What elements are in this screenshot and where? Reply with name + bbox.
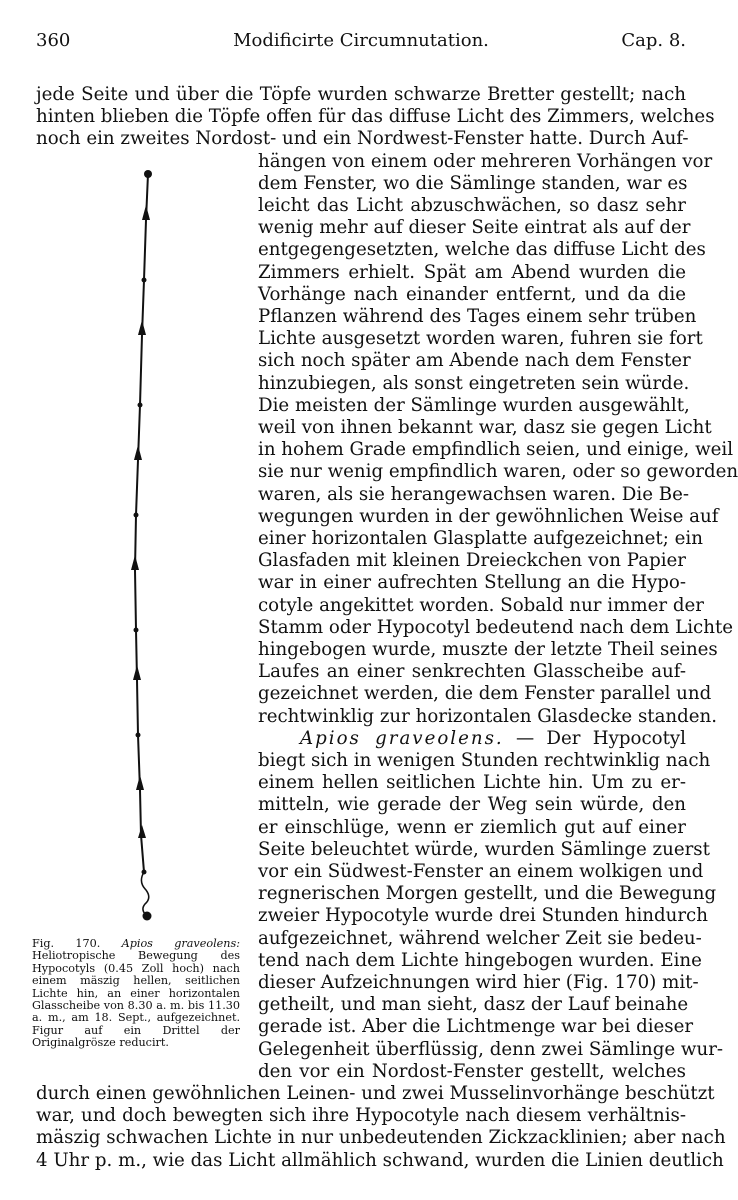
text-line: hinten blieben die Töpfe offen für das diffuse Licht des Zimmers, welches	[36, 106, 715, 128]
text-line	[300, 728, 686, 750]
text-line: den vor ein Nordost-Fenster gestellt, welches	[258, 1060, 686, 1082]
text-line: zweier Hypocotyle wurde drei Stunden hindurch	[258, 905, 708, 927]
figure-caption	[32, 938, 240, 1050]
text-line: Seite beleuchtet würde, wurden Sämlinge zuerst	[258, 838, 710, 860]
direction-arrow	[136, 775, 144, 790]
direction-arrow	[138, 320, 146, 335]
text-line: Zimmers erhielt. Spät am Abend wurden die	[258, 261, 686, 283]
text-line: hinzubiegen, als sonst eingetreten sein würde.	[258, 372, 690, 394]
direction-arrow	[133, 665, 141, 680]
text-line: Glasfaden mit kleinen Dreieckchen von Papier	[258, 550, 686, 572]
text-line: war in einer aufrechten Stellung an die Hypo-	[258, 572, 686, 594]
text-line: Lichte ausgesetzt worden waren, fuhren sie fort	[258, 328, 703, 350]
running-header	[36, 30, 686, 58]
text-line: Stamm oder Hypocotyl bedeutend nach dem Lichte	[258, 616, 734, 638]
text-line: aufgezeichnet, während welcher Zeit sie bedeu-	[258, 927, 702, 949]
text-line: jede Seite und über die Töpfe wurden schwarze Bretter gestellt; nach	[36, 84, 686, 105]
text-line: Pflanzen während des Tages einem sehr trüben	[258, 306, 697, 327]
caption-text: Heliotropische Bewegung des Hypocotyls (0.45 Zoll hoch) nach einem mäszig hellen, seitlichen Lichte hin, an einer horizontalen Glasscheibe von 8.30 a. m. bis 11.30 a. m., am 18. Sept., aufgezeichnet. Figur auf ein Drittel der Originalgrösze reducirt.	[32, 949, 240, 1050]
text-line: dieser Aufzeichnungen wird hier (Fig. 170) mit-	[258, 972, 699, 993]
text-line: entgegengesetzten, welche das diffuse Licht des	[258, 239, 706, 261]
text-line: dem Fenster, wo die Sämlinge standen, war es	[258, 172, 688, 194]
text-line: regnerischen Morgen gestellt, und die Bewegung	[258, 883, 717, 905]
figure-170	[36, 160, 251, 940]
text-line: hingebogen wurde, muszte der letzte Theil seines	[258, 639, 718, 660]
text-line: getheilt, und man sieht, dasz der Lauf beinahe	[258, 994, 689, 1016]
text-line: war, und doch bewegten sich ihre Hypocotyle nach diesem verhältnis-	[36, 1105, 686, 1127]
text-line: biegt sich in wenigen Stunden rechtwinklig nach	[258, 750, 711, 771]
text-line: waren, als sie herangewachsen waren. Die Be-	[258, 483, 690, 505]
text-line: mitteln, wie gerade der Weg sein würde, den	[258, 794, 686, 816]
trace-dot	[134, 513, 139, 518]
direction-arrow	[138, 825, 146, 838]
text-line: tend nach dem Lichte hingebogen wurden. Eine	[258, 949, 702, 971]
caption-label: Fig. 170.	[32, 937, 101, 950]
trace-dot	[136, 733, 141, 738]
text-line: weil von ihnen bekannt war, dasz sie gegen Licht	[258, 417, 712, 438]
text-line: einem hellen seitlichen Lichte hin. Um zu er-	[258, 772, 686, 794]
direction-arrow	[142, 205, 150, 220]
text-line-rest: — Der Hypocotyl	[515, 727, 686, 749]
text-line: Gelegenheit überflüssig, denn zwei Sämlinge wur-	[258, 1038, 724, 1060]
species-name: Apios graveolens.	[300, 727, 504, 749]
page-number: 360	[36, 30, 71, 51]
trace-dot	[144, 170, 152, 178]
text-line: noch ein zweites Nordost- und ein Nordwest-Fenster hatte. Durch Auf-	[36, 128, 689, 150]
trace-dot	[134, 628, 139, 633]
text-line: wenig mehr auf dieser Seite eintrat als auf der	[258, 217, 691, 239]
running-title: Modificirte Circumnutation.	[233, 30, 489, 51]
text-line: sie nur wenig empfindlich waren, oder so geworden	[258, 461, 738, 483]
text-line: wegungen wurden in der gewöhnlichen Weise auf	[258, 505, 719, 527]
text-line: leicht das Licht abzuschwächen, so dasz sehr	[258, 195, 686, 216]
text-line: in hohem Grade empfindlich seien, und einige, weil	[258, 439, 734, 461]
text-line: einer horizontalen Glasplatte aufgezeichnet; ein	[258, 528, 703, 549]
text-line: mäszig schwachen Lichte in nur unbedeutenden Zickzacklinien; aber nach	[36, 1127, 726, 1149]
text-line: gezeichnet werden, die dem Fenster parallel und	[258, 683, 712, 705]
chapter-label: Cap. 8.	[621, 30, 686, 51]
text-line: Die meisten der Sämlinge wurden ausgewählt,	[258, 394, 690, 416]
trace-dot	[142, 278, 147, 283]
text-line: sich noch später am Abende nach dem Fenster	[258, 350, 691, 372]
caption-species: Apios graveolens:	[121, 937, 241, 950]
text-line: gerade ist. Aber die Lichtmenge war bei dieser	[258, 1016, 694, 1038]
heliotropic-movement-trace	[36, 160, 251, 940]
text-line: er einschlüge, wenn er ziemlich gut auf einer	[258, 816, 686, 838]
text-line: Laufes an einer senkrechten Glasscheibe auf-	[258, 661, 686, 683]
text-line: Vorhänge nach einander entfernt, und da die	[258, 283, 686, 305]
text-line: vor ein Südwest-Fenster an einem wolkigen und	[258, 861, 704, 882]
text-line: rechtwinklig zur horizontalen Glasdecke standen.	[258, 705, 718, 727]
text-line: hängen von einem oder mehreren Vorhängen vor	[258, 150, 713, 172]
text-line: cotyle angekittet worden. Sobald nur immer der	[258, 594, 704, 616]
text-line: 4 Uhr p. m., wie das Licht allmählich schwand, wurden die Linien deutlich	[36, 1149, 724, 1171]
direction-arrow	[131, 555, 139, 570]
trace-dot	[138, 403, 143, 408]
text-line: durch einen gewöhnlichen Leinen- und zwei Musselinvorhänge beschützt	[36, 1083, 715, 1104]
trace-zigzag-start	[141, 872, 148, 916]
direction-arrow	[134, 445, 142, 460]
